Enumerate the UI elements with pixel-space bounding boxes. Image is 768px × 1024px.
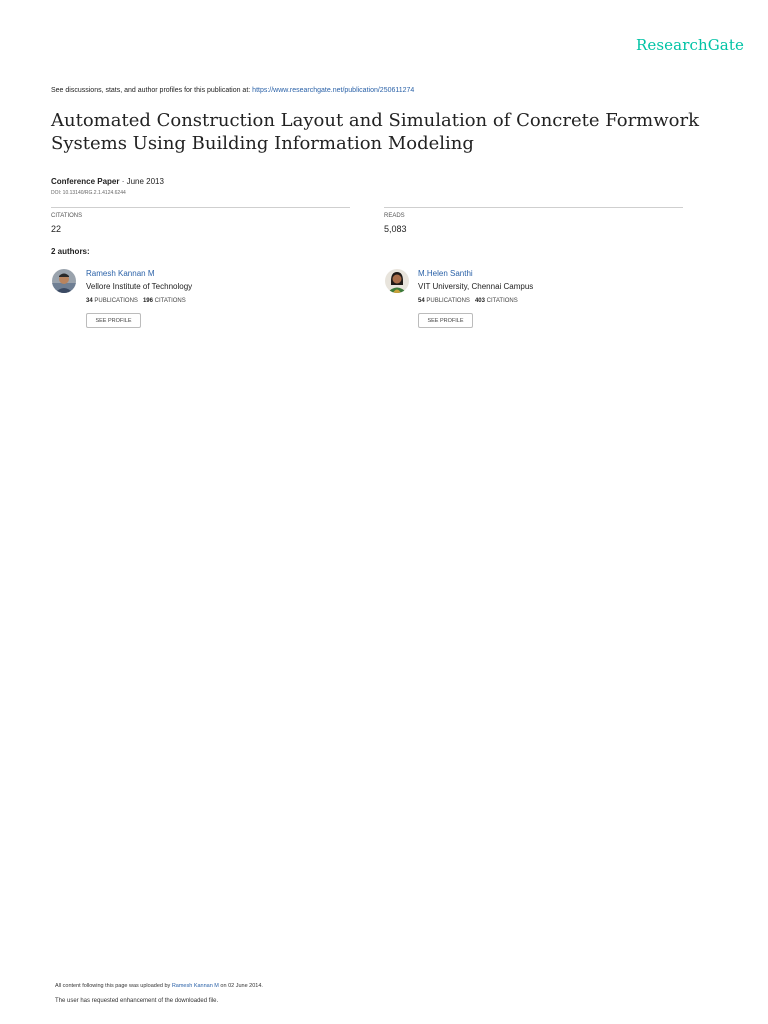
publications-label: PUBLICATIONS [94, 298, 138, 304]
upload-suffix: on 02 June 2014. [218, 983, 263, 989]
author-name-link[interactable]: M.Helen Santhi [418, 269, 473, 278]
publications-count: 34 [86, 298, 93, 304]
publication-date: · June 2013 [119, 177, 164, 186]
author-citations-count: 403 [474, 298, 485, 304]
author-photo-icon [52, 269, 76, 293]
author-citations-label: CITATIONS [154, 298, 186, 304]
author-name-link[interactable]: Ramesh Kannan M [86, 269, 155, 278]
author-citations-count: 196 [142, 298, 153, 304]
authors-heading: 2 authors: [51, 247, 90, 256]
author-institution: Vellore Institute of Technology [86, 282, 193, 291]
see-profile-button[interactable]: SEE PROFILE [86, 313, 141, 328]
avatar[interactable] [385, 269, 409, 293]
discussion-line [51, 87, 414, 94]
doi: DOI: 10.13140/RG.2.1.4124.6244 [51, 190, 126, 196]
publication-link[interactable]: https://www.researchgate.net/publication/250611274 [252, 87, 415, 94]
publications-count: 54 [418, 298, 425, 304]
author-photo-icon [385, 269, 409, 293]
reads-count: 5,083 [384, 224, 407, 234]
reads-divider [384, 207, 683, 208]
avatar[interactable] [52, 269, 76, 293]
citations-count: 22 [51, 224, 62, 234]
discussion-text: See discussions, stats, and author profiles for this publication at: [51, 87, 253, 94]
enhancement-note: The user has requested enhancement of the downloaded file. [55, 998, 219, 1004]
reads-label: READS [384, 213, 405, 219]
researchgate-logo[interactable]: ResearchGate [636, 36, 744, 54]
upload-note [55, 983, 263, 989]
publication-type-label: Conference Paper [51, 177, 120, 186]
publication-type [51, 177, 164, 186]
paper-title: Automated Construction Layout and Simulation of Concrete Formwork Systems Using Building Information Modeling [51, 110, 700, 154]
see-profile-button[interactable]: SEE PROFILE [418, 313, 473, 328]
author-stats [86, 298, 186, 304]
uploader-link[interactable]: Ramesh Kannan M [171, 983, 219, 989]
author-citations-label: CITATIONS [486, 298, 518, 304]
citations-divider [51, 207, 350, 208]
author-stats [418, 298, 518, 304]
publications-label: PUBLICATIONS [426, 298, 470, 304]
upload-prefix: All content following this page was uploaded by [55, 983, 172, 989]
author-institution: VIT University, Chennai Campus [418, 282, 534, 291]
citations-label: CITATIONS [51, 213, 83, 219]
